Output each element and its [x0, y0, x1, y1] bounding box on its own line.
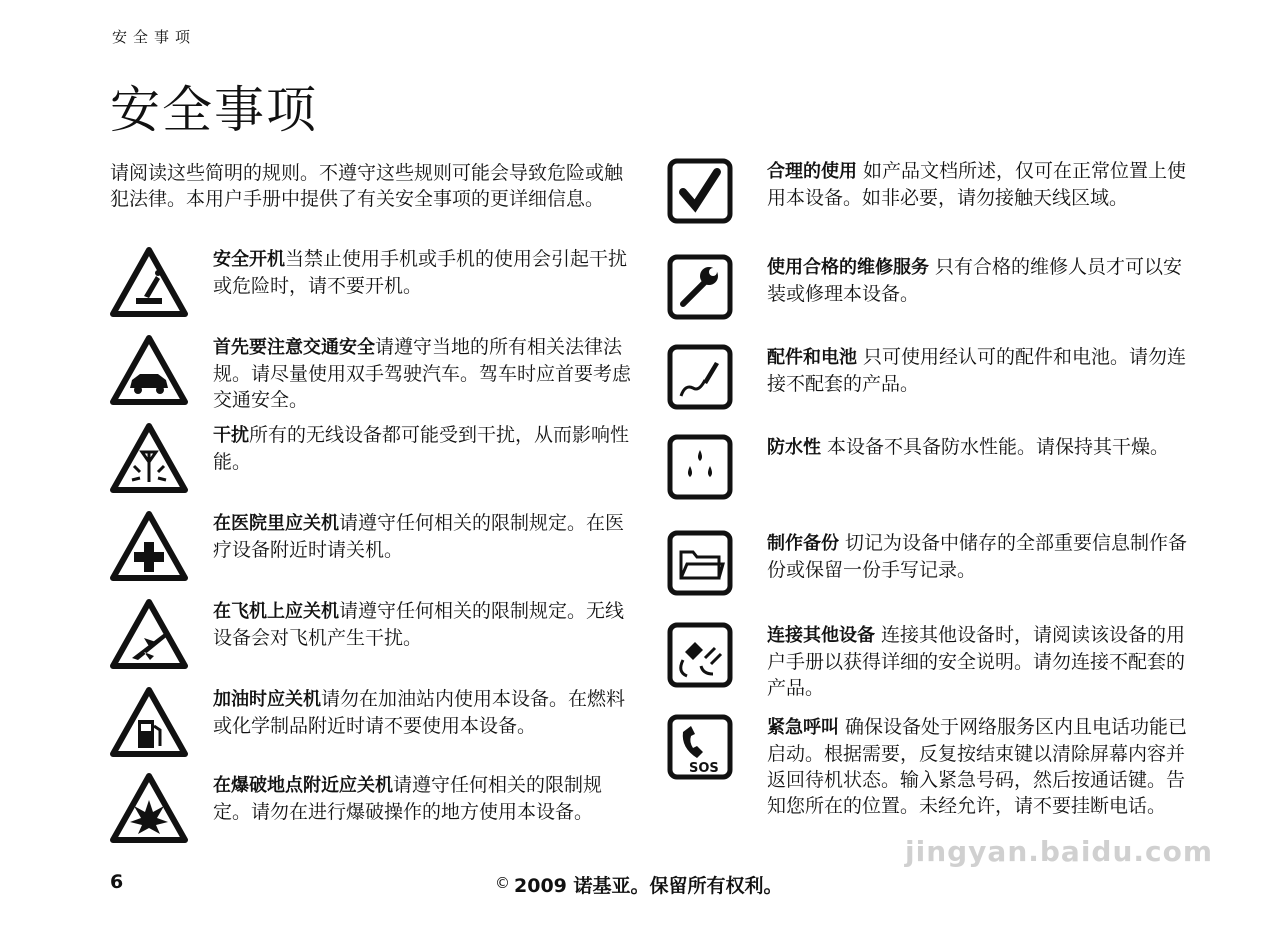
- svg-text:SOS: SOS: [689, 761, 719, 776]
- item-lead: 使用合格的维修服务: [767, 257, 929, 278]
- copyright-notice: [495, 871, 783, 898]
- item-lead: 安全开机: [213, 249, 285, 270]
- item-body: 连接其他设备时，请阅读该设备的用户手册以获得详细的安全说明。请勿连接不配套的产品。: [767, 624, 1186, 699]
- item-body: 当禁止使用手机或手机的使用会引起干扰或危险时，请不要开机。: [213, 248, 628, 297]
- item-body: 如产品文档所述，仅可在正常位置上使用本设备。如非必要，请勿接触天线区域。: [767, 160, 1187, 209]
- water-drops-icon: [667, 434, 733, 500]
- connector-plugs-icon: [667, 622, 733, 688]
- item-body: 切记为设备中储存的全部重要信息制作备份或保留一份手写记录。: [767, 532, 1188, 581]
- item-lead: 防水性: [767, 437, 821, 458]
- item-lead: 合理的使用: [767, 161, 857, 182]
- hospital-cross-warning-icon: [110, 510, 188, 582]
- copyright-text: 2009 诺基亚。保留所有权利。: [514, 875, 783, 897]
- item-lead: 制作备份: [767, 533, 839, 554]
- item-body: 请遵守任何相关的限制规定。请勿在进行爆破操作的地方使用本设备。: [213, 774, 603, 823]
- item-body: 所有的无线设备都可能受到干扰，从而影响性能。: [213, 424, 630, 473]
- car-warning-icon: [110, 334, 188, 406]
- item-lead: 首先要注意交通安全: [213, 337, 375, 358]
- folder-icon: [667, 530, 733, 596]
- page-number: 6: [110, 871, 124, 893]
- running-head: 安全事项: [112, 28, 197, 46]
- switch-on-warning-icon: [110, 246, 188, 318]
- copyright-symbol: ©: [495, 874, 510, 892]
- item-body: 确保设备处于网络服务区内且电话功能已启动。根据需要，反复按结束键以清除屏幕内容并返回待机状态。输入紧急号码，然后按通话键。告知您所在的位置。未经允许，请不要挂断电话。: [767, 716, 1188, 817]
- interference-warning-icon: [110, 422, 188, 494]
- wrench-icon: [667, 254, 733, 320]
- blasting-warning-icon: [110, 772, 188, 844]
- item-lead: 紧急呼叫: [767, 717, 839, 738]
- page-title: 安全事项: [110, 81, 318, 139]
- item-lead: 干扰: [213, 425, 249, 446]
- item-body: 只有合格的维修人员才可以安装或修理本设备。: [767, 256, 1183, 305]
- item-body: 请遵守任何相关的限制规定。无线设备会对飞机产生干扰。: [213, 600, 625, 649]
- item-body: 请勿在加油站内使用本设备。在燃料或化学制品附近时请不要使用本设备。: [213, 688, 626, 737]
- item-lead: 在医院里应关机: [213, 513, 339, 534]
- item-lead: 连接其他设备: [767, 625, 875, 646]
- cable-plug-icon: [667, 344, 733, 410]
- item-lead: 在飞机上应关机: [213, 601, 339, 622]
- item-lead: 配件和电池: [767, 347, 857, 368]
- sos-phone-icon: [667, 714, 733, 780]
- item-lead: 在爆破地点附近应关机: [213, 775, 393, 796]
- fuel-pump-warning-icon: [110, 686, 188, 758]
- item-body: 只可使用经认可的配件和电池。请勿连接不配套的产品。: [767, 346, 1187, 395]
- watermark: jingyan.baidu.com: [905, 835, 1214, 868]
- checkmark-icon: [667, 158, 733, 224]
- item-body: 请遵守任何相关的限制规定。在医疗设备附近时请关机。: [213, 512, 625, 561]
- item-body: 本设备不具备防水性能。请保持其干燥。: [821, 436, 1170, 458]
- intro-paragraph: 请阅读这些简明的规则。不遵守这些规则可能会导致危险或触犯法律。本用户手册中提供了有关安全事项的更详细信息。: [110, 162, 624, 210]
- airplane-warning-icon: [110, 598, 188, 670]
- item-lead: 加油时应关机: [213, 689, 321, 710]
- item-body: 请遵守当地的所有相关法律法规。请尽量使用双手驾驶汽车。驾车时应首要考虑交通安全。: [213, 336, 632, 411]
